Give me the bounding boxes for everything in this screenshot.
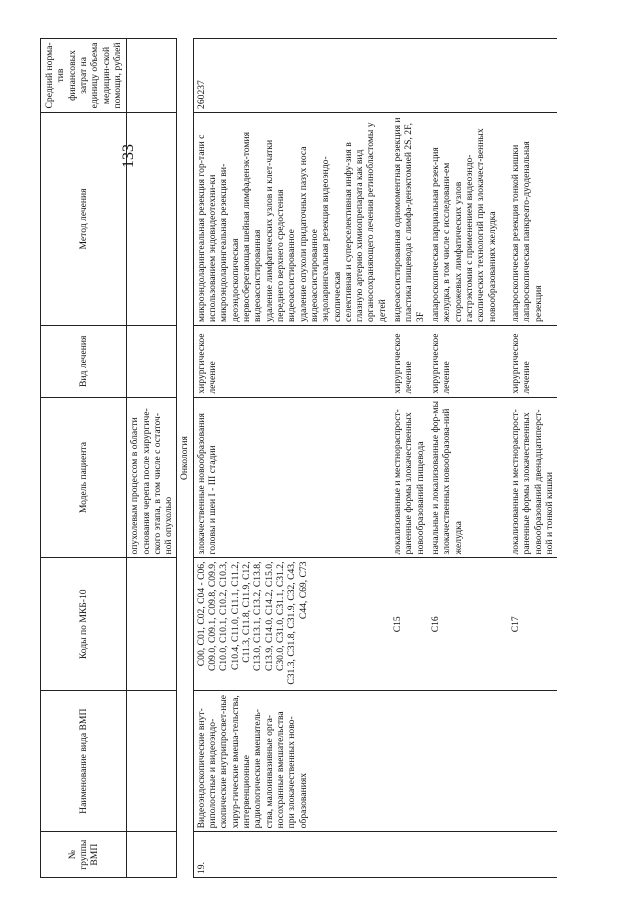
row-codes: C15 [390,558,428,691]
header-icd-codes: Коды по МКБ-10 [41,558,127,691]
section-title: Онкология [177,39,193,878]
row-methods [428,112,500,325]
method-item: микроэндоларингеальная резекция гор-тани с использованием эндовидеотехни-ки [195,134,219,322]
header-cost-norm: Средний норма-тив финансовых затрат на единицу объема медицин-ской помощи, рублей [41,39,127,113]
group-name: Видеоэндоскопические внут-риполостные и видеоэндо-скопические внутрипросвет-ные хирур-гические вмеша-тельства, интервенционные радиологические вмешатель-ства, малоинвазивные орга-носохранные вмешательства при злокачественных ново-образованиях [193,691,557,832]
method-item: лапароскопическая парциальная резек-ция желудка, в том числе с исследовани-ем сторожевых лимфатических узлов [430,147,464,322]
method-item: эндоларингеальная резекция видеоэндо-скопическая [320,156,343,322]
row-codes: C16 [428,558,500,691]
method-item: нервосберегающая шейная лимфаденэк-томия видеоассистированная [241,131,264,322]
method-item: удаление опухоли придаточных пазух носа видеоассистированное [297,146,320,322]
continuation-model: опухолевым процессом в области основания черепа после хирургиче-ского этапа, в том числе с остаточ-ной опухолью [127,397,177,558]
row-methods [500,112,557,325]
row-model: локализованные и местнораспрост-раненные формы злокачественных новообразований пищевода [390,397,428,558]
row-model: локализованные и местнораспрост-раненные формы злокачественных новообразований двенадцатиперст-ной и тонкой кишки [500,397,557,558]
header-treatment-type: Вид лечения [41,325,127,397]
method-item: лапароскопическая панкреато-дуоденальная резекция [521,141,544,322]
method-item: видеоассистированная одномоментная резекция и пластика пищевода с лимфа-денэктомией 2S, 2F, 3F [392,117,426,322]
row-codes: C00, C01, C02, C04 - C06, C09.0, C09.1, C09.8, C09.9, C10.0, C10.1, C10.2, C10.3, C10.4, C11.0, C11.1, C11.2, C11.3, C11.8, C11.9, C12, C13.0, C13.1, C13.2, C13.8, C13.9, C14.0, C14.2, C15.0, C30.0, C31.0, C31.1, C31.2, C31.3, C31.8, C31.9, C32, C43, C44, C69, C73 [193,558,390,691]
method-item: микроэндоларингеальная резекция ви-деоэндоскопическая [218,163,241,322]
row-treatment-type: хирургическое лечение [428,325,500,397]
row-model: злокачественные новообразования головы и шеи I - III стадии [193,397,390,558]
header-vmp-name: Наименование вида ВМП [41,691,127,832]
vmp-table [40,38,557,878]
method-item: удаление лимфатических узлов и клет-чатки переднего верхнего средостения видеоассистированное [263,139,298,322]
section-title-row [177,39,193,878]
table-header-row [41,39,127,878]
method-item: лапароскопическая резекция тонкой кишки [509,144,521,322]
continuation-row [127,39,177,878]
row-treatment-type: хирургическое лечение [193,325,390,397]
group-cost: 260237 [193,39,557,113]
header-group-number: № группы ВМП [41,832,127,878]
group-number: 19. [193,832,557,878]
row-treatment-type: хирургическое лечение [500,325,557,397]
row-codes: C17 [500,558,557,691]
header-patient-model: Модель пациента [41,397,127,558]
row-methods [193,112,390,325]
row-model: начальные и локализованные фор-мы злокачественных новообразова-ний желудка [428,397,500,558]
header-treatment-method: Метод лечения [41,112,127,325]
method-item: селективная и суперселективная инфу-зия в глазную артерию химиопрепарата как вид органосохраняющего лечения ретинобластомы у детей [342,122,388,322]
table-row [193,39,390,878]
rotated-table-page [40,38,596,878]
row-treatment-type: хирургическое лечение [390,325,428,397]
method-item: гастрэктомия с применением видеоэндо-скопических технологий при злокачест-венных новообразованиях желудка [463,128,498,322]
row-methods [390,112,428,325]
page-number: 133 [120,144,137,168]
